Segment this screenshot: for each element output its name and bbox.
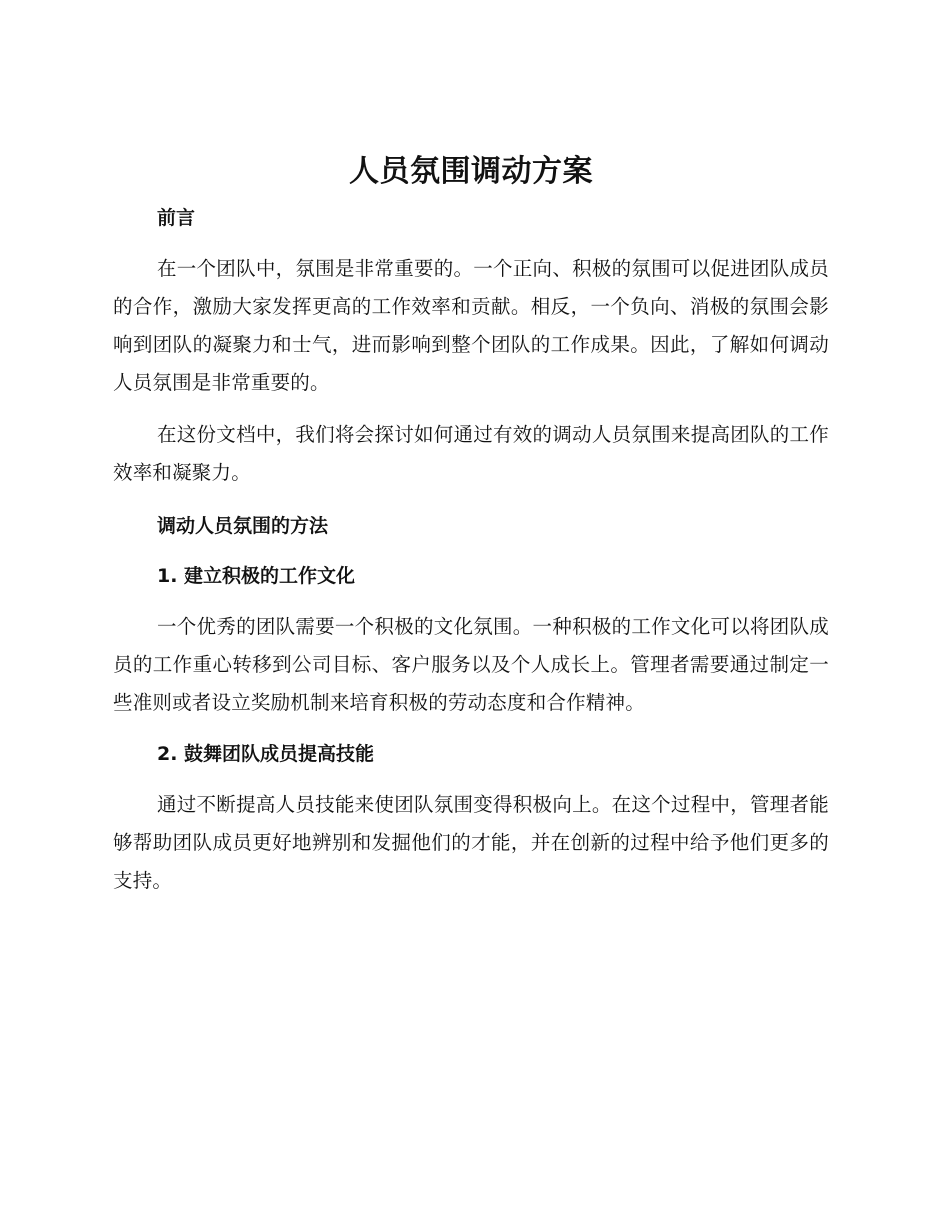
document-body bbox=[113, 148, 829, 900]
method-2-heading: 2. 鼓舞团队成员提高技能 bbox=[157, 743, 375, 765]
spacer bbox=[113, 402, 829, 416]
spacer bbox=[113, 236, 829, 250]
preface-paragraph-1: 在一个团队中，氛围是非常重要的。一个正向、积极的氛围可以促进团队成员的合作，激励大家发挥更高的工作效率和贡献。相反，一个负向、消极的氛围会影响到团队的凝聚力和士气，进而影响到整个团队的工作成果。因此，了解如何调动人员氛围是非常重要的。 bbox=[113, 257, 829, 394]
spacer bbox=[113, 594, 829, 608]
preface-heading: 前言 bbox=[157, 207, 196, 229]
spacer bbox=[113, 772, 829, 786]
spacer bbox=[113, 492, 829, 508]
method-1-heading: 1. 建立积极的工作文化 bbox=[157, 565, 356, 587]
method-1-paragraph: 一个优秀的团队需要一个积极的文化氛围。一种积极的工作文化可以将团队成员的工作重心转移到公司目标、客户服务以及个人成长上。管理者需要通过制定一些准则或者设立奖励机制来培育积极的劳动态度和合作精神。 bbox=[113, 615, 829, 714]
method-2-paragraph: 通过不断提高人员技能来使团队氛围变得积极向上。在这个过程中，管理者能够帮助团队成员更好地辨别和发掘他们的才能，并在创新的过程中给予他们更多的支持。 bbox=[113, 793, 829, 892]
document-title: 人员氛围调动方案 bbox=[349, 154, 593, 189]
spacer bbox=[113, 722, 829, 736]
preface-paragraph-2: 在这份文档中，我们将会探讨如何通过有效的调动人员氛围来提高团队的工作效率和凝聚力。 bbox=[113, 423, 829, 484]
methods-heading: 调动人员氛围的方法 bbox=[157, 515, 329, 537]
spacer bbox=[113, 544, 829, 558]
